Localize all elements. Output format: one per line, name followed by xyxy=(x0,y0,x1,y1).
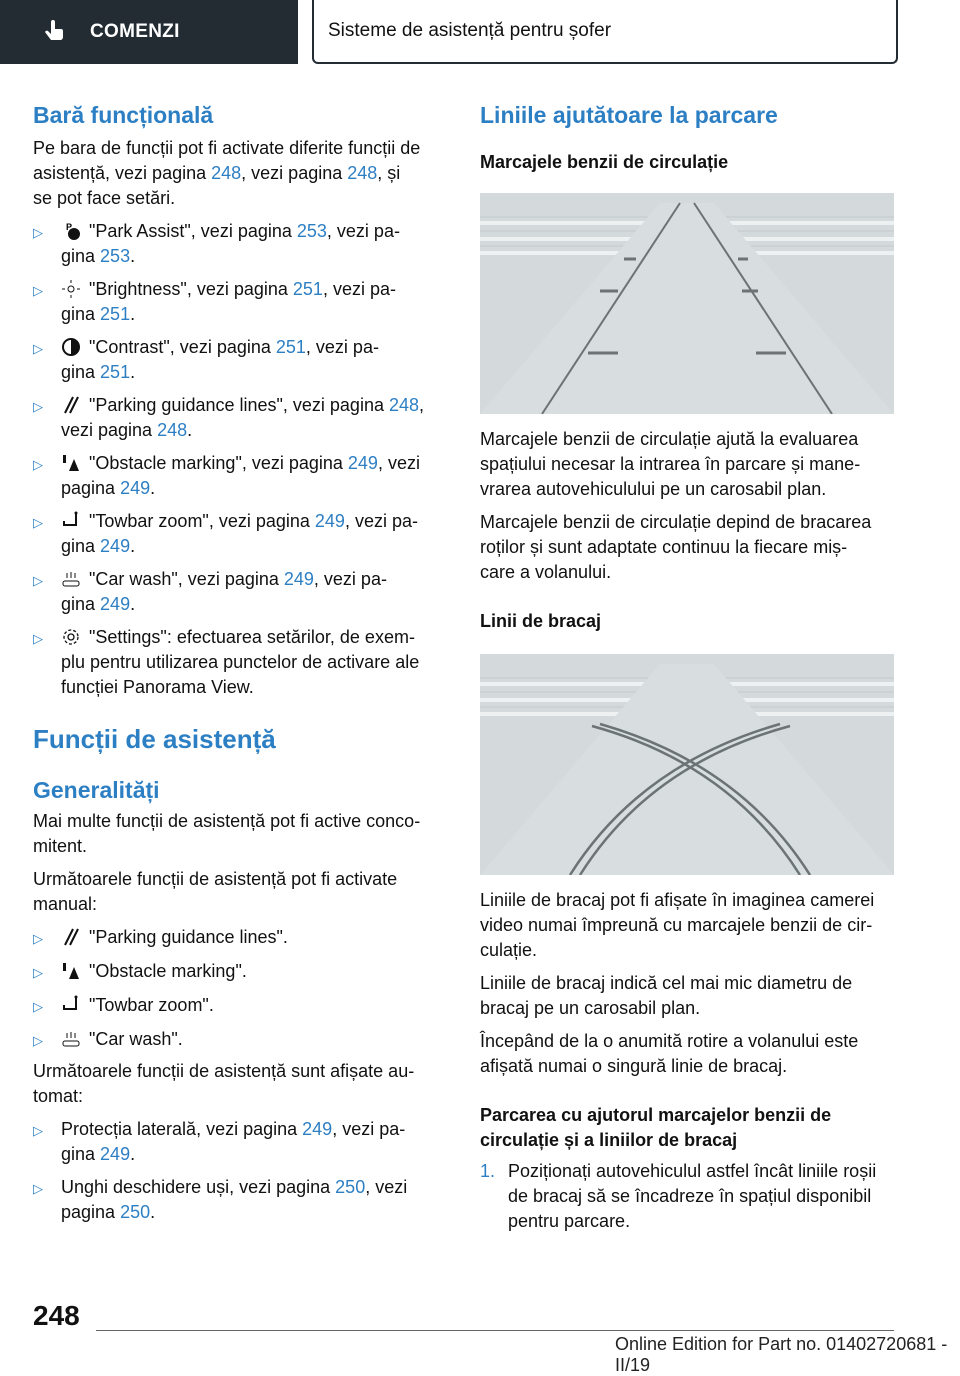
lane-title: Marcajele benzii de circulație xyxy=(480,152,729,172)
general-p2: Următoarele funcții de asistență pot fi activate manual: xyxy=(33,869,398,914)
page-link[interactable]: 248 xyxy=(388,395,420,415)
turning-lines-figure xyxy=(480,654,894,875)
manual-item: ▷ "Parking guidance lines". xyxy=(33,925,447,951)
touch-hand-icon xyxy=(40,18,68,46)
bullet-triangle-icon: ▷ xyxy=(33,573,43,588)
lane-markings-figure xyxy=(480,193,894,414)
auto-item: ▷ Unghi deschidere uși, vezi pagina 250, vezi pagina 250. xyxy=(33,1175,447,1225)
general-title: Generalități xyxy=(33,777,160,803)
edition-note: Online Edition for Part no. 01402720681 - II/19 xyxy=(615,1334,948,1375)
turn-title: Linii de bracaj xyxy=(480,611,602,631)
step-item: 1. Poziționați autovehiculul astfel încât liniile roșii de bracaj să se încadreze în spațiul disponibil pentru parcare. xyxy=(480,1159,894,1234)
page-link[interactable]: 251 xyxy=(100,362,131,382)
page-link[interactable]: 249 xyxy=(347,453,378,473)
function-bar-item: ▷ "Car wash", vezi pagina 249, vezi pa- gina 249. xyxy=(33,567,447,617)
lane-p1: Marcajele benzii de circulație ajută la evaluarea spațiului necesar la intrarea în parcare și mane- vrarea autovehiculului pe un carosabil plan. xyxy=(480,429,861,499)
function-bar-list xyxy=(33,219,447,617)
bullet-triangle-icon: ▷ xyxy=(33,399,43,414)
footer-divider xyxy=(96,1330,894,1331)
parking-lines-icon[interactable] xyxy=(61,395,81,415)
page-link[interactable]: 249 xyxy=(100,594,131,614)
bullet-triangle-icon: ▷ xyxy=(33,1181,43,1196)
manual-item: ▷ "Car wash". xyxy=(33,1027,447,1053)
obstacle-marking-icon xyxy=(61,961,81,981)
turn-p2: Liniile de bracaj indică cel mai mic diametru de bracaj pe un carosabil plan. xyxy=(480,973,853,1018)
page-link[interactable]: 248 xyxy=(347,163,378,183)
page-link[interactable]: 253 xyxy=(100,246,131,266)
page-link[interactable]: 250 xyxy=(120,1202,151,1222)
step-number: 1. xyxy=(480,1161,496,1181)
page-link[interactable]: 250 xyxy=(335,1177,366,1197)
function-bar-item: ▷ P "Park Assist", vezi pagina 253, vezi pa- gina 253. xyxy=(33,219,447,269)
contrast-icon[interactable] xyxy=(61,337,81,357)
function-bar-item: ▷ "Parking guidance lines", vezi pagina 248, vezi pagina 248. xyxy=(33,393,447,443)
page-link[interactable]: 249 xyxy=(283,569,314,589)
park-assist-icon[interactable] xyxy=(61,221,81,241)
auto-list xyxy=(33,1117,447,1225)
bullet-triangle-icon: ▷ xyxy=(33,283,43,298)
page-number: 248 xyxy=(33,1300,80,1331)
obstacle-marking-icon[interactable] xyxy=(61,453,81,473)
page-link[interactable]: 249 xyxy=(302,1119,333,1139)
list-item: ▷ "Settings": efectuarea setărilor, de exem- plu pentru utilizarea punctelor de activare ale funcției Panorama View. xyxy=(33,625,447,700)
bullet-triangle-icon: ▷ xyxy=(33,341,43,356)
section-title: Sisteme de asistență pentru șofer xyxy=(328,20,612,41)
page-link[interactable]: 251 xyxy=(100,304,131,324)
bullet-triangle-icon: ▷ xyxy=(33,457,43,472)
page-link[interactable]: 248 xyxy=(211,163,242,183)
towbar-icon[interactable] xyxy=(61,511,81,531)
towbar-icon xyxy=(61,995,81,1015)
bullet-triangle-icon: ▷ xyxy=(33,999,43,1014)
park-title: Parcarea cu ajutorul marcajelor benzii de circulație și a liniilor de bracaj xyxy=(480,1105,832,1150)
page-link[interactable]: 253 xyxy=(296,221,327,241)
function-bar-item: ▷ "Contrast", vezi pagina 251, vezi pa- gina 251. xyxy=(33,335,447,385)
bullet-triangle-icon: ▷ xyxy=(33,515,43,530)
guidance-title: Liniile ajutătoare la parcare xyxy=(480,102,778,128)
page-link[interactable]: 249 xyxy=(100,1144,131,1164)
left-column xyxy=(33,100,447,1225)
page-link[interactable]: 249 xyxy=(120,478,151,498)
page-link[interactable]: 251 xyxy=(292,279,323,299)
manual-item: ▷ "Towbar zoom". xyxy=(33,993,447,1019)
bullet-triangle-icon: ▷ xyxy=(33,965,43,980)
auto-item: ▷ Protecția laterală, vezi pagina 249, vezi pa- gina 249. xyxy=(33,1117,447,1167)
auto-p: Următoarele funcții de asistență sunt afișate au- tomat: xyxy=(33,1061,415,1106)
parking-lines-icon xyxy=(61,927,81,947)
settings-gear-icon xyxy=(61,627,81,647)
bullet-triangle-icon: ▷ xyxy=(33,631,43,646)
page-link[interactable]: 248 xyxy=(157,420,188,440)
function-bar-item: ▷ "Brightness", vezi pagina 251, vezi pa- gina 251. xyxy=(33,277,447,327)
manual-list xyxy=(33,925,447,1053)
manual-item: ▷ "Obstacle marking". xyxy=(33,959,447,985)
bar-intro: Pe bara de funcții pot fi activate diferite funcții de asistență, vezi pagina 248, vezi pagina 248, și se pot face setări. xyxy=(33,138,421,208)
turn-p3: Începând de la o anumită rotire a volanului este afișată numai o singură linie de bracaj. xyxy=(480,1031,859,1076)
bullet-triangle-icon: ▷ xyxy=(33,1033,43,1048)
bullet-triangle-icon: ▷ xyxy=(33,1123,43,1138)
page-link[interactable]: 249 xyxy=(314,511,345,531)
bullet-triangle-icon: ▷ xyxy=(33,931,43,946)
lane-p2: Marcajele benzii de circulație depind de bracarea roților și sunt adaptate continuu la fiecare miș- care a volanului. xyxy=(480,512,872,582)
chapter-tab[interactable] xyxy=(0,0,298,64)
car-wash-icon[interactable] xyxy=(61,569,81,589)
right-column xyxy=(480,100,894,1234)
brightness-icon[interactable] xyxy=(61,279,81,299)
chapter-label: COMENZI xyxy=(90,21,180,42)
assist-title: Funcții de asistență xyxy=(33,724,276,754)
function-bar-item: ▷ "Towbar zoom", vezi pagina 249, vezi pa- gina 249. xyxy=(33,509,447,559)
section-header xyxy=(312,0,898,64)
page-link[interactable]: 251 xyxy=(275,337,306,357)
function-bar-item: ▷ "Obstacle marking", vezi pagina 249, vezi pagina 249. xyxy=(33,451,447,501)
bar-title: Bară funcțională xyxy=(33,102,214,128)
svg-text:P: P xyxy=(66,222,73,232)
car-wash-icon xyxy=(61,1029,81,1049)
general-p1: Mai multe funcții de asistență pot fi active conco- mitent. xyxy=(33,811,421,856)
turn-p1: Liniile de bracaj pot fi afișate în imaginea camerei video numai împreună cu marcajele benzii de cir- culație. xyxy=(480,890,875,960)
bullet-triangle-icon: ▷ xyxy=(33,225,43,240)
page-link[interactable]: 249 xyxy=(100,536,131,556)
